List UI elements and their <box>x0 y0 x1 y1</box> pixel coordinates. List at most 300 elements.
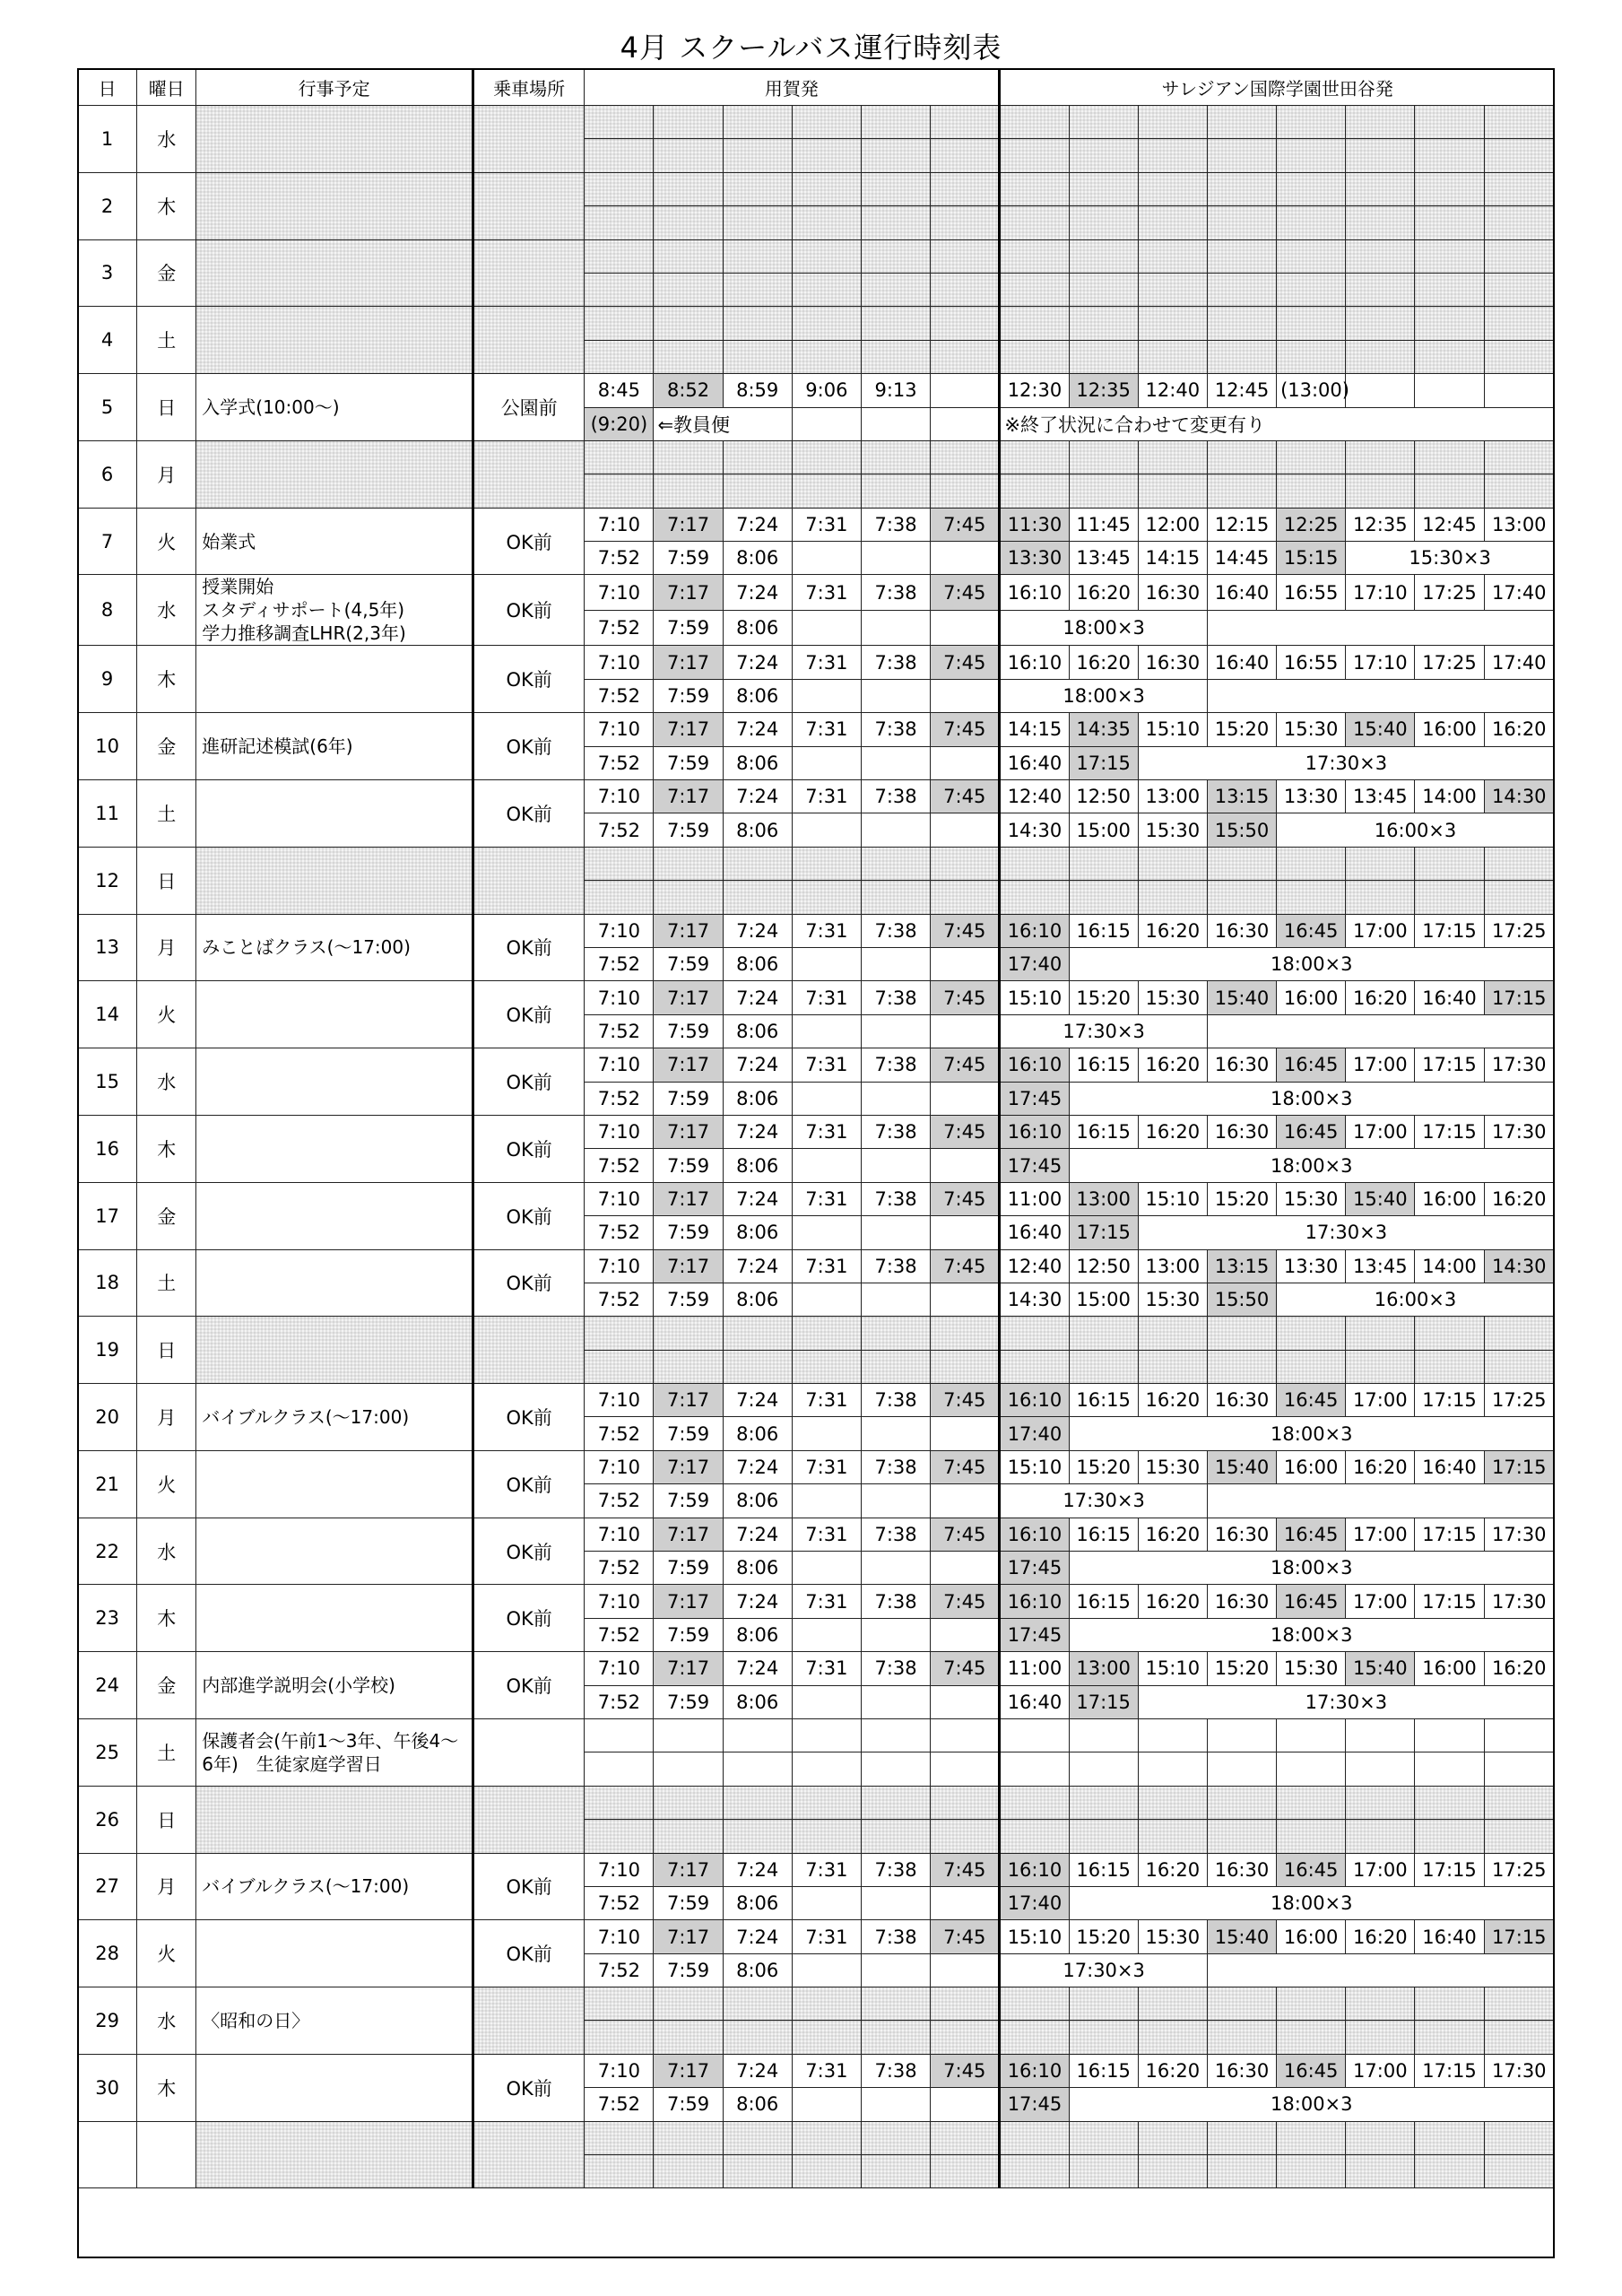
no-service-cell <box>1138 2121 1207 2154</box>
day-number: 16 <box>78 1115 137 1182</box>
school-departure: 16:10 <box>1000 575 1069 611</box>
yoga-departure <box>931 1216 1000 1249</box>
day-row <box>78 106 1555 139</box>
school-departure: 16:30 <box>1207 914 1276 947</box>
event-cell: 進研記述模試(6年) <box>196 713 473 780</box>
school-departure: 12:00 <box>1138 508 1207 541</box>
yoga-departure: 8:06 <box>723 1014 792 1048</box>
event-cell <box>196 2121 473 2188</box>
boarding-stop: OK前 <box>473 508 585 575</box>
no-service-cell <box>861 1317 930 1350</box>
school-departure: 15:10 <box>1000 1920 1069 1953</box>
school-departure: 16:20 <box>1138 1115 1207 1148</box>
day-number: 5 <box>78 374 137 441</box>
yoga-departure: 7:38 <box>861 713 930 746</box>
no-service-cell <box>792 881 861 914</box>
no-service-cell <box>1138 106 1207 139</box>
school-departure <box>1207 1484 1554 1518</box>
no-service-cell <box>1484 172 1554 205</box>
no-service-cell <box>1207 273 1276 306</box>
yoga-departure: 9:06 <box>792 374 861 407</box>
school-departure: 16:15 <box>1069 1384 1138 1417</box>
no-service-cell <box>654 139 723 172</box>
day-of-week: 土 <box>137 307 196 374</box>
no-service-cell <box>1069 206 1138 239</box>
day-number: 29 <box>78 1987 137 2055</box>
event-cell <box>196 646 473 713</box>
school-departure: 14:45 <box>1207 542 1276 575</box>
no-service-cell <box>1346 1350 1415 1383</box>
school-departure <box>1138 1718 1207 1752</box>
yoga-departure: 7:45 <box>931 1182 1000 1215</box>
school-departure: 17:30 <box>1484 1518 1554 1551</box>
boarding-stop: OK前 <box>473 1115 585 1182</box>
event-cell <box>196 440 473 508</box>
school-departure: 15:40 <box>1207 1450 1276 1483</box>
school-departure: 16:45 <box>1277 1853 1346 1886</box>
school-departure: 15:20 <box>1207 1182 1276 1215</box>
no-service-cell <box>585 847 654 880</box>
day-number: 30 <box>78 2054 137 2121</box>
day-number: 11 <box>78 780 137 848</box>
school-departure: 16:20 <box>1484 1182 1554 1215</box>
header-dow: 曜日 <box>137 69 196 106</box>
day-of-week: 金 <box>137 1652 196 1719</box>
no-service-cell <box>1069 440 1138 474</box>
yoga-departure <box>931 746 1000 779</box>
no-service-cell <box>1415 881 1484 914</box>
no-service-cell <box>654 474 723 508</box>
yoga-departure: 7:59 <box>654 1685 723 1718</box>
school-departure: 17:15 <box>1415 1518 1484 1551</box>
yoga-departure: 7:10 <box>585 1518 654 1551</box>
school-departure: 16:40 <box>1415 1450 1484 1483</box>
no-service-cell <box>1277 881 1346 914</box>
school-departure: 11:00 <box>1000 1182 1069 1215</box>
day-number: 2 <box>78 172 137 239</box>
day-number: 23 <box>78 1585 137 1652</box>
day-of-week: 火 <box>137 508 196 575</box>
yoga-departure <box>792 1283 861 1316</box>
yoga-departure: 7:17 <box>654 646 723 679</box>
school-departure: 15:50 <box>1207 813 1276 847</box>
yoga-departure: 7:31 <box>792 1920 861 1953</box>
no-service-cell <box>585 206 654 239</box>
yoga-departure: 8:06 <box>723 1552 792 1585</box>
school-departure: 14:00 <box>1415 780 1484 813</box>
day-number: 15 <box>78 1048 137 1116</box>
yoga-departure: 7:24 <box>723 1585 792 1618</box>
yoga-departure: 7:17 <box>654 1048 723 1082</box>
school-departure: 16:45 <box>1277 1115 1346 1148</box>
day-number: 4 <box>78 307 137 374</box>
no-service-cell <box>931 239 1000 273</box>
no-service-cell <box>723 2155 792 2188</box>
yoga-departure: 7:31 <box>792 575 861 611</box>
header-from-school: サレジアン国際学園世田谷発 <box>1000 69 1555 106</box>
school-departure: 16:00 <box>1277 1920 1346 1953</box>
school-departure: 15:30×3 <box>1346 542 1555 575</box>
no-service-cell <box>585 2121 654 2154</box>
no-service-cell <box>654 1820 723 1853</box>
yoga-departure: 7:17 <box>654 1518 723 1551</box>
no-service-cell <box>931 440 1000 474</box>
yoga-departure: 8:06 <box>723 1685 792 1718</box>
school-departure: 17:00 <box>1346 1384 1415 1417</box>
schedule-change-note: ※終了状況に合わせて変更有り <box>1000 407 1555 440</box>
boarding-stop <box>473 440 585 508</box>
school-departure: 12:35 <box>1069 374 1138 407</box>
yoga-departure <box>792 1752 861 1786</box>
school-departure: 13:00 <box>1484 508 1554 541</box>
no-service-cell <box>1000 239 1069 273</box>
no-service-cell <box>1000 1350 1069 1383</box>
day-row <box>78 1182 1555 1215</box>
no-service-cell <box>1069 1987 1138 2021</box>
school-departure: 16:30 <box>1207 1384 1276 1417</box>
yoga-departure <box>792 542 861 575</box>
school-departure <box>1484 1752 1554 1786</box>
yoga-departure <box>792 1417 861 1450</box>
boarding-stop <box>473 847 585 914</box>
yoga-departure: 8:06 <box>723 1484 792 1518</box>
yoga-departure: 7:31 <box>792 1450 861 1483</box>
no-service-cell <box>654 206 723 239</box>
yoga-departure <box>792 1718 861 1752</box>
yoga-departure <box>792 813 861 847</box>
school-departure: 15:30 <box>1277 1182 1346 1215</box>
yoga-departure: 7:31 <box>792 981 861 1014</box>
school-departure: 16:15 <box>1069 1518 1138 1551</box>
day-of-week: 火 <box>137 1920 196 1987</box>
no-service-cell <box>1138 1350 1207 1383</box>
school-departure: 11:30 <box>1000 508 1069 541</box>
no-service-cell <box>861 172 930 205</box>
yoga-departure <box>723 1718 792 1752</box>
no-service-cell <box>861 474 930 508</box>
school-departure: 17:30 <box>1484 1048 1554 1082</box>
school-departure: 16:20 <box>1138 1585 1207 1618</box>
school-departure <box>1207 1014 1554 1048</box>
school-departure: 16:40 <box>1000 1685 1069 1718</box>
yoga-departure: 7:31 <box>792 508 861 541</box>
yoga-departure <box>861 1283 930 1316</box>
header-stop: 乗車場所 <box>473 69 585 106</box>
yoga-departure: 7:10 <box>585 1182 654 1215</box>
yoga-departure: 8:06 <box>723 947 792 980</box>
day-row <box>78 914 1555 947</box>
event-cell: 入学式(10:00～) <box>196 374 473 441</box>
yoga-departure: 7:17 <box>654 713 723 746</box>
no-service-cell <box>792 2155 861 2188</box>
school-departure: 13:00 <box>1138 1249 1207 1283</box>
no-service-cell <box>585 239 654 273</box>
no-service-cell <box>861 847 930 880</box>
school-departure: 15:00 <box>1069 1283 1138 1316</box>
no-service-cell <box>1207 2021 1276 2054</box>
day-of-week: 日 <box>137 1317 196 1384</box>
no-service-cell <box>1346 139 1415 172</box>
no-service-cell <box>723 139 792 172</box>
yoga-departure: 7:59 <box>654 1014 723 1048</box>
no-service-cell <box>654 172 723 205</box>
no-service-cell <box>654 847 723 880</box>
yoga-departure: 7:31 <box>792 1585 861 1618</box>
yoga-departure: 8:06 <box>723 1886 792 1919</box>
school-departure <box>1484 374 1554 407</box>
school-departure: 16:20 <box>1138 914 1207 947</box>
event-cell <box>196 1920 473 1987</box>
school-departure: 16:10 <box>1000 1048 1069 1082</box>
day-row <box>78 239 1555 273</box>
boarding-stop: OK前 <box>473 914 585 981</box>
event-cell: 始業式 <box>196 508 473 575</box>
no-service-cell <box>931 273 1000 306</box>
event-cell <box>196 1450 473 1518</box>
school-departure: 17:30 <box>1484 2054 1554 2087</box>
school-departure: 16:30 <box>1207 1585 1276 1618</box>
no-service-cell <box>1346 1987 1415 2021</box>
yoga-departure: 7:31 <box>792 1518 861 1551</box>
day-row <box>78 780 1555 813</box>
no-service-cell <box>1484 1350 1554 1383</box>
day-row <box>78 1920 1555 1953</box>
school-departure: 13:00 <box>1069 1652 1138 1685</box>
no-service-cell <box>1000 2021 1069 2054</box>
school-departure: 14:30 <box>1484 1249 1554 1283</box>
yoga-departure: 7:45 <box>931 914 1000 947</box>
yoga-departure <box>861 679 930 712</box>
no-service-cell <box>1277 474 1346 508</box>
no-service-cell <box>1415 307 1484 340</box>
school-departure: 16:55 <box>1277 575 1346 611</box>
school-departure: 15:10 <box>1000 1450 1069 1483</box>
boarding-stop: OK前 <box>473 1384 585 1451</box>
day-of-week: 日 <box>137 847 196 914</box>
yoga-departure: 7:17 <box>654 1853 723 1886</box>
no-service-cell <box>1207 239 1276 273</box>
yoga-departure <box>792 1149 861 1182</box>
school-departure: 16:10 <box>1000 914 1069 947</box>
school-departure: 17:00 <box>1346 2054 1415 2087</box>
yoga-departure: 7:45 <box>931 981 1000 1014</box>
school-departure: 18:00×3 <box>1069 1149 1554 1182</box>
no-service-cell <box>792 847 861 880</box>
yoga-departure: 8:06 <box>723 1953 792 1987</box>
school-departure: 17:15 <box>1415 1384 1484 1417</box>
day-number: 19 <box>78 1317 137 1384</box>
no-service-cell <box>1484 340 1554 373</box>
school-departure: 15:00 <box>1069 813 1138 847</box>
no-service-cell <box>1415 1317 1484 1350</box>
school-departure: 17:45 <box>1000 1082 1069 1115</box>
no-service-cell <box>1346 1820 1415 1853</box>
no-service-cell <box>792 2121 861 2154</box>
no-service-cell <box>1277 2021 1346 2054</box>
school-departure: 17:30×3 <box>1138 1685 1554 1718</box>
yoga-departure: 7:59 <box>654 1283 723 1316</box>
yoga-departure: 7:31 <box>792 1182 861 1215</box>
school-departure: 12:35 <box>1346 508 1415 541</box>
yoga-departure: 7:52 <box>585 1552 654 1585</box>
school-departure: 16:15 <box>1069 1048 1138 1082</box>
no-service-cell <box>931 206 1000 239</box>
yoga-departure: 7:24 <box>723 780 792 813</box>
yoga-departure: 7:45 <box>931 1518 1000 1551</box>
yoga-departure <box>723 1752 792 1786</box>
no-service-cell <box>1346 440 1415 474</box>
school-departure: 16:30 <box>1207 1115 1276 1148</box>
yoga-departure: 7:17 <box>654 1450 723 1483</box>
yoga-departure: 7:38 <box>861 1450 930 1483</box>
no-service-cell <box>723 1820 792 1853</box>
event-cell: バイブルクラス(～17:00) <box>196 1384 473 1451</box>
day-number: 25 <box>78 1718 137 1786</box>
day-row <box>78 646 1555 679</box>
no-service-cell <box>585 1317 654 1350</box>
no-service-cell <box>585 474 654 508</box>
day-number: 9 <box>78 646 137 713</box>
school-departure: 14:15 <box>1000 713 1069 746</box>
no-service-cell <box>1484 474 1554 508</box>
no-service-cell <box>861 1350 930 1383</box>
yoga-departure: 7:17 <box>654 2054 723 2087</box>
event-cell <box>196 2054 473 2121</box>
no-service-cell <box>1069 881 1138 914</box>
school-departure: 14:35 <box>1069 713 1138 746</box>
boarding-stop <box>473 1786 585 1853</box>
yoga-departure: 7:59 <box>654 1953 723 1987</box>
school-departure: 17:30 <box>1484 1115 1554 1148</box>
no-service-cell <box>792 1987 861 2021</box>
no-service-cell <box>1000 106 1069 139</box>
school-departure: 17:00 <box>1346 1518 1415 1551</box>
no-service-cell <box>1346 474 1415 508</box>
yoga-departure: 8:06 <box>723 813 792 847</box>
yoga-departure: 7:10 <box>585 1115 654 1148</box>
school-departure <box>1415 1752 1484 1786</box>
school-departure: 17:30×3 <box>1138 1216 1554 1249</box>
no-service-cell <box>1484 2121 1554 2154</box>
school-departure: 18:00×3 <box>1069 947 1554 980</box>
no-service-cell <box>1069 1317 1138 1350</box>
yoga-departure <box>931 1283 1000 1316</box>
no-service-cell <box>792 273 861 306</box>
yoga-departure: 7:31 <box>792 780 861 813</box>
yoga-departure: 7:24 <box>723 1249 792 1283</box>
day-of-week: 水 <box>137 575 196 646</box>
day-row <box>78 307 1555 340</box>
school-departure: 11:00 <box>1000 1652 1069 1685</box>
event-cell <box>196 307 473 374</box>
school-departure: 17:00 <box>1346 914 1415 947</box>
no-service-cell <box>723 106 792 139</box>
no-service-cell <box>861 139 930 172</box>
no-service-cell <box>1138 847 1207 880</box>
yoga-departure <box>931 1149 1000 1182</box>
school-departure: 13:30 <box>1277 780 1346 813</box>
no-service-cell <box>1346 881 1415 914</box>
school-departure: 16:10 <box>1000 1115 1069 1148</box>
no-service-cell <box>1069 1350 1138 1383</box>
school-departure: 12:50 <box>1069 1249 1138 1283</box>
yoga-departure: 7:17 <box>654 1384 723 1417</box>
no-service-cell <box>1277 1987 1346 2021</box>
boarding-stop: OK前 <box>473 646 585 713</box>
school-departure: 16:10 <box>1000 2054 1069 2087</box>
yoga-departure <box>792 407 861 440</box>
no-service-cell <box>1138 340 1207 373</box>
school-departure: 17:15 <box>1415 1585 1484 1618</box>
no-service-cell <box>1069 1786 1138 1819</box>
yoga-departure: 7:38 <box>861 981 930 1014</box>
school-departure: 14:00 <box>1415 1249 1484 1283</box>
no-service-cell <box>792 139 861 172</box>
no-service-cell <box>861 307 930 340</box>
yoga-departure <box>861 1484 930 1518</box>
school-departure: 13:15 <box>1207 780 1276 813</box>
event-cell: みことばクラス(～17:00) <box>196 914 473 981</box>
yoga-departure <box>931 679 1000 712</box>
yoga-departure: 7:10 <box>585 1249 654 1283</box>
no-service-cell <box>1277 206 1346 239</box>
no-service-cell <box>585 340 654 373</box>
school-departure: 17:00 <box>1346 1853 1415 1886</box>
no-service-cell <box>931 340 1000 373</box>
yoga-departure: 8:52 <box>654 374 723 407</box>
day-row <box>78 1249 1555 1283</box>
yoga-departure <box>861 542 930 575</box>
no-service-cell <box>861 2021 930 2054</box>
yoga-departure <box>931 610 1000 646</box>
no-service-cell <box>1069 340 1138 373</box>
no-service-cell <box>654 106 723 139</box>
day-of-week: 月 <box>137 914 196 981</box>
yoga-departure: 7:10 <box>585 508 654 541</box>
no-service-cell <box>723 172 792 205</box>
school-departure: 15:20 <box>1069 1450 1138 1483</box>
no-service-cell <box>585 1350 654 1383</box>
header-from-yoga: 用賀発 <box>585 69 1000 106</box>
yoga-departure <box>931 1752 1000 1786</box>
yoga-departure <box>585 1718 654 1752</box>
event-cell: 内部進学説明会(小学校) <box>196 1652 473 1719</box>
yoga-departure: 7:59 <box>654 1552 723 1585</box>
school-departure: 16:30 <box>1138 646 1207 679</box>
no-service-cell <box>1069 172 1138 205</box>
event-cell: 授業開始 スタディサポート(4,5年) 学力推移調査LHR(2,3年) <box>196 575 473 646</box>
yoga-departure: 9:13 <box>861 374 930 407</box>
yoga-departure: 7:17 <box>654 1182 723 1215</box>
boarding-stop: 公園前 <box>473 374 585 441</box>
school-departure: 15:10 <box>1000 981 1069 1014</box>
no-service-cell <box>931 307 1000 340</box>
yoga-departure: 7:45 <box>931 1585 1000 1618</box>
day-row <box>78 1585 1555 1618</box>
day-of-week: 木 <box>137 1585 196 1652</box>
yoga-departure: 7:31 <box>792 1249 861 1283</box>
yoga-departure: 7:59 <box>654 542 723 575</box>
school-departure: 13:30 <box>1277 1249 1346 1283</box>
no-service-cell <box>861 1786 930 1819</box>
day-row <box>78 508 1555 541</box>
yoga-departure: 7:17 <box>654 508 723 541</box>
no-service-cell <box>792 206 861 239</box>
no-service-cell <box>861 440 930 474</box>
no-service-cell <box>1207 340 1276 373</box>
school-departure: 16:40 <box>1415 1920 1484 1953</box>
day-of-week: 土 <box>137 780 196 848</box>
